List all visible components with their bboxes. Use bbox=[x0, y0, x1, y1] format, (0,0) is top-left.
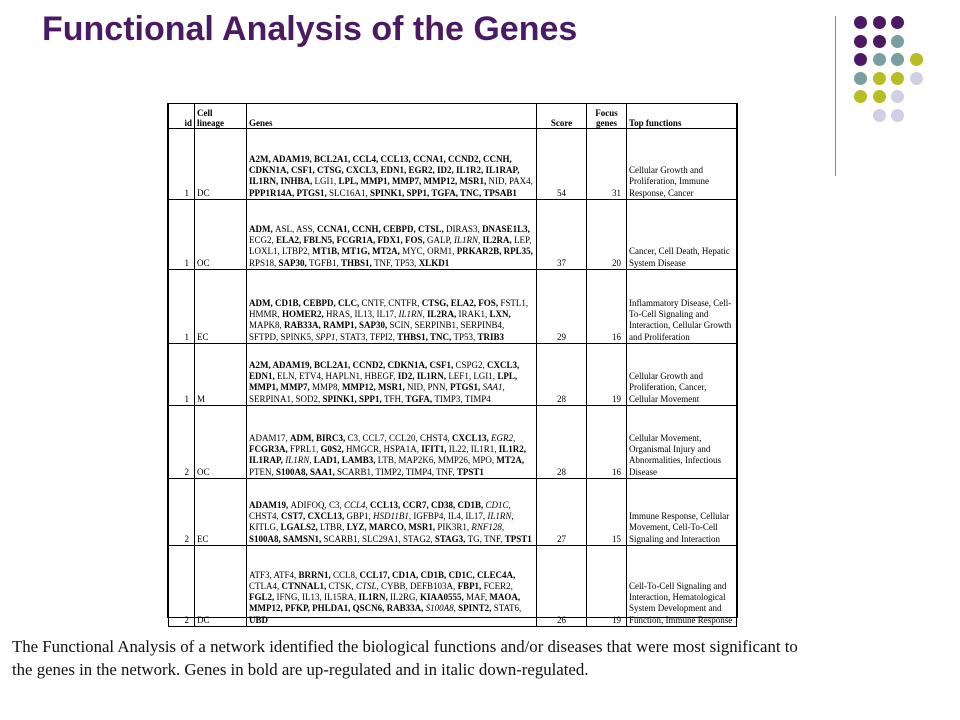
gene-upregulated: CTNNAL1, bbox=[281, 580, 329, 591]
cell-top-functions: Immune Response, Cellular Movement, Cell-To-Cell Signaling and Interaction bbox=[627, 479, 737, 546]
gene-unchanged: MYC, ORM1, bbox=[402, 246, 457, 257]
gene-upregulated: TPST1 bbox=[456, 466, 484, 477]
gene-unchanged: ASL, ASS, bbox=[275, 223, 318, 234]
gene-downregulated: SPP1, bbox=[315, 331, 341, 342]
cell-net-id: 1 bbox=[169, 344, 195, 406]
gene-upregulated: SPINK1, SPP1, bbox=[322, 393, 385, 404]
decorative-dot-purple bbox=[854, 53, 867, 66]
gene-unchanged: CYBB, DEFB103A, bbox=[381, 580, 458, 591]
gene-downregulated: IL1RN, bbox=[398, 309, 428, 320]
gene-upregulated: IL1RN, bbox=[358, 592, 391, 603]
gene-upregulated: ADM, bbox=[249, 223, 275, 234]
cell-net-id: 1 bbox=[169, 129, 195, 200]
gene-unchanged: TG, TNF, bbox=[467, 533, 505, 544]
gene-upregulated: FGL2, bbox=[249, 592, 277, 603]
cell-score: 28 bbox=[537, 406, 587, 479]
decorative-dot-olive bbox=[873, 90, 886, 103]
gene-upregulated: MAOA, MMP12, PFKP, PHLDA1, QSCN6, RAB33A, bbox=[249, 592, 521, 614]
gene-unchanged: ADIFOQ, C3, bbox=[290, 499, 345, 510]
gene-upregulated: TRIB3 bbox=[477, 331, 505, 342]
gene-unchanged: SLC16A1, bbox=[329, 187, 371, 198]
gene-upregulated: STAG3, bbox=[434, 533, 468, 544]
table-row bbox=[169, 200, 737, 270]
gene-upregulated: KIAA0555, bbox=[420, 592, 467, 603]
cell-lineage: EC bbox=[195, 270, 247, 344]
cell-top-functions: Cell-To-Cell Signaling and Interaction, Hematological System Development and Function, Immune Response bbox=[627, 546, 737, 627]
gene-unchanged: PTEN, bbox=[249, 466, 276, 477]
gene-unchanged: CCL8, bbox=[333, 569, 360, 580]
decorative-dot-teal bbox=[891, 35, 904, 48]
cell-score: 26 bbox=[537, 546, 587, 627]
gene-unchanged: ELN, ETV4, HAPLN1, HBEGF, bbox=[277, 371, 398, 382]
gene-network-table-container bbox=[167, 103, 738, 625]
gene-upregulated: S100A8, SAMSN1, bbox=[249, 533, 324, 544]
table-row bbox=[169, 344, 737, 406]
gene-upregulated: BRRN1, bbox=[298, 569, 334, 580]
gene-unchanged: CSPG2, bbox=[455, 359, 488, 370]
cell-focus-genes: 20 bbox=[587, 200, 627, 270]
gene-unchanged: PIK3R1, bbox=[437, 522, 472, 533]
cell-score: 37 bbox=[537, 200, 587, 270]
cell-net-id: 2 bbox=[169, 479, 195, 546]
cell-genes bbox=[247, 270, 537, 344]
table-body bbox=[169, 129, 737, 627]
gene-unchanged: GBP1, bbox=[346, 511, 374, 522]
gene-upregulated: LPL, MMP1, MMP7, MMP12, MSR1, bbox=[338, 176, 489, 187]
gene-unchanged: IRAK1, bbox=[458, 309, 490, 320]
gene-unchanged: LEF1, LGI1, bbox=[448, 371, 498, 382]
table-row bbox=[169, 406, 737, 479]
gene-downregulated: IL1RN, bbox=[454, 235, 483, 246]
gene-upregulated: PTGS1, bbox=[450, 382, 483, 393]
gene-unchanged: KITLG, bbox=[249, 522, 281, 533]
gene-upregulated: XLKD1 bbox=[418, 257, 450, 268]
gene-unchanged: LTBR, bbox=[320, 522, 347, 533]
gene-unchanged: FPRL1, bbox=[290, 444, 321, 455]
cell-top-functions: Cellular Growth and Proliferation, Immune Response, Cancer bbox=[627, 129, 737, 200]
cell-top-functions: Cancer, Cell Death, Hepatic System Disease bbox=[627, 200, 737, 270]
cell-lineage: EC bbox=[195, 479, 247, 546]
cell-focus-genes: 16 bbox=[587, 270, 627, 344]
cell-genes bbox=[247, 546, 537, 627]
gene-upregulated: G0S2, bbox=[320, 444, 347, 455]
decorative-dot-purple bbox=[854, 35, 867, 48]
gene-unchanged: ECG2, bbox=[249, 235, 276, 246]
gene-upregulated: ADAM19, bbox=[249, 499, 291, 510]
gene-unchanged: FSTL1, HMMR, bbox=[249, 297, 529, 320]
gene-unchanged: LEP, LOXL1, LTBP2, bbox=[249, 235, 532, 257]
cell-lineage: DC bbox=[195, 129, 247, 200]
table-row bbox=[169, 270, 737, 344]
decorative-dot-olive bbox=[873, 72, 886, 85]
decorative-dot-lavender bbox=[891, 90, 904, 103]
gene-unchanged: TNF, TP53, bbox=[374, 257, 419, 268]
gene-upregulated: CTSG, ELA2, FOS, bbox=[421, 297, 501, 308]
gene-upregulated: ADM, CD1B, CEBPD, CLC, bbox=[249, 297, 362, 308]
decorative-dot-olive bbox=[910, 53, 923, 66]
gene-upregulated: ELA2, FBLN5, FCGR1A, FDX1, FOS, bbox=[276, 235, 428, 246]
gene-upregulated: LYZ, MARCO, MSR1, bbox=[346, 522, 438, 533]
gene-upregulated: CST7, CXCL13, bbox=[281, 511, 347, 522]
decorative-dot-olive bbox=[854, 90, 867, 103]
gene-upregulated: SPINK1, SPP1, TGFA, TNC, TPSAB1 bbox=[370, 187, 517, 198]
decorative-dot-lavender bbox=[891, 109, 904, 122]
gene-unchanged: CTLA4, bbox=[249, 580, 282, 591]
decorative-dot-teal bbox=[854, 72, 867, 85]
gene-upregulated: MT1B, MT1G, MT2A, bbox=[312, 246, 403, 257]
cell-net-id: 1 bbox=[169, 200, 195, 270]
gene-upregulated: UBD bbox=[249, 614, 269, 625]
header-cell-lineage: Cell lineage bbox=[195, 104, 247, 129]
cell-score: 27 bbox=[537, 479, 587, 546]
cell-lineage: DC bbox=[195, 546, 247, 627]
vertical-divider bbox=[835, 16, 836, 176]
header-net-id: id bbox=[169, 104, 195, 129]
gene-upregulated: PPP1R14A, PTGS1, bbox=[249, 187, 329, 198]
gene-unchanged: NID, PAX4, bbox=[488, 176, 533, 187]
gene-unchanged: LGI1, bbox=[314, 176, 339, 187]
gene-upregulated: S100A8, SAA1, bbox=[276, 466, 338, 477]
cell-genes bbox=[247, 406, 537, 479]
gene-upregulated: ID2, IL1RN, bbox=[397, 371, 449, 382]
gene-unchanged: MMP8, bbox=[311, 382, 342, 393]
gene-unchanged: HRAS, IL13, IL17, bbox=[326, 309, 399, 320]
gene-unchanged: MAPK8, bbox=[249, 320, 285, 331]
decorative-dot-teal bbox=[891, 53, 904, 66]
gene-unchanged: ADAM17, bbox=[249, 432, 291, 443]
gene-downregulated: HSD11B1, bbox=[373, 511, 414, 522]
gene-upregulated: THBS1, bbox=[341, 257, 375, 268]
cell-genes bbox=[247, 129, 537, 200]
gene-unchanged: DIRAS3, bbox=[446, 223, 483, 234]
gene-upregulated: SPINT2, bbox=[458, 603, 494, 614]
cell-lineage: OC bbox=[195, 200, 247, 270]
header-focus-genes: Focus genes bbox=[587, 104, 627, 129]
gene-upregulated: SAP30, bbox=[278, 257, 310, 268]
gene-upregulated: DNASE1L3, bbox=[482, 223, 530, 234]
cell-genes bbox=[247, 200, 537, 270]
gene-upregulated: MMP12, MSR1, bbox=[342, 382, 407, 393]
gene-upregulated: LPL, MMP1, MMP7, bbox=[249, 371, 518, 393]
gene-unchanged: C3, CCL7, CCL20, CHST4, bbox=[347, 432, 453, 443]
gene-downregulated: EGR2, bbox=[491, 432, 516, 443]
slide-caption: The Functional Analysis of a network identified the biological functions and/or diseases that were most significant to the genes in the network. Genes in bold are up-regulated and in italic down-regulated. bbox=[12, 637, 798, 679]
gene-upregulated: TPST1 bbox=[504, 533, 532, 544]
gene-downregulated: RNF128, bbox=[471, 522, 505, 533]
gene-unchanged: IL22, IL1R1, bbox=[448, 444, 499, 455]
table-row bbox=[169, 479, 737, 546]
gene-unchanged: CHST4, bbox=[249, 511, 282, 522]
gene-unchanged: CNTF, CNTFR, bbox=[361, 297, 422, 308]
gene-downregulated: IL1RN, bbox=[487, 511, 514, 522]
gene-upregulated: IL2RA, bbox=[427, 309, 459, 320]
decorative-dot-olive bbox=[891, 72, 904, 85]
cell-lineage: OC bbox=[195, 406, 247, 479]
gene-upregulated: TGFA, bbox=[405, 393, 435, 404]
gene-downregulated: CD1C, bbox=[485, 499, 511, 510]
gene-upregulated: A2M, ADAM19, BCL2A1, CCND2, CDKN1A, CSF1, bbox=[249, 359, 456, 370]
gene-upregulated: IL2RA, bbox=[482, 235, 515, 246]
gene-upregulated: FCGR3A, bbox=[249, 444, 290, 455]
gene-unchanged: NID, PNN, bbox=[407, 382, 451, 393]
gene-unchanged: SCARB1, TIMP2, TIMP4, TNF, bbox=[337, 466, 457, 477]
gene-unchanged: STAT3, TFPI2, bbox=[340, 331, 398, 342]
gene-downregulated: CTSL, bbox=[356, 580, 382, 591]
decorative-dot-lavender bbox=[873, 109, 886, 122]
table-row bbox=[169, 129, 737, 200]
gene-downregulated: SAA1, bbox=[482, 382, 505, 393]
header-top-functions: Top functions bbox=[627, 104, 737, 129]
gene-upregulated: A2M, ADAM19, BCL2A1, CCL4, CCL13, CCNA1, CCND2, CCNH, CDKN1A, CSF1, CTSG, CXCL3, EDN1, EGR2, ID2, IL1R2, IL1RAP, IL1RN, INHBA, bbox=[249, 153, 520, 187]
header-score: Score bbox=[537, 104, 587, 129]
gene-unchanged: SCARB1, SLC29A1, STAG2, bbox=[323, 533, 435, 544]
cell-top-functions: Cellular Movement, Organismal Injury and Abnormalities, Infectious Disease bbox=[627, 406, 737, 479]
gene-upregulated: MT2A, bbox=[496, 455, 525, 466]
slide-title: Functional Analysis of the Genes bbox=[42, 10, 578, 48]
gene-upregulated: CCL17, CD1A, CD1B, CD1C, CLEC4A, bbox=[359, 569, 516, 580]
gene-upregulated: LAD1, LAMB3, bbox=[313, 455, 378, 466]
gene-upregulated: CCNA1, CCNH, CEBPD, CTSL, bbox=[317, 223, 447, 234]
cell-focus-genes: 16 bbox=[587, 406, 627, 479]
gene-downregulated: IL1RN, bbox=[285, 455, 314, 466]
gene-unchanged: IFNG, IL13, IL15RA, bbox=[276, 592, 359, 603]
table-row bbox=[169, 546, 737, 627]
decorative-dot-lavender bbox=[910, 72, 923, 85]
gene-unchanged: TP53, bbox=[453, 331, 478, 342]
gene-unchanged: ATF3, ATF4, bbox=[249, 569, 299, 580]
cell-top-functions: Cellular Growth and Proliferation, Cancer, Cellular Movement bbox=[627, 344, 737, 406]
decorative-dot-teal bbox=[873, 53, 886, 66]
cell-focus-genes: 15 bbox=[587, 479, 627, 546]
gene-downregulated: CCL4, bbox=[344, 499, 371, 510]
cell-genes bbox=[247, 479, 537, 546]
gene-unchanged: FCER2, bbox=[483, 580, 513, 591]
cell-score: 28 bbox=[537, 344, 587, 406]
gene-unchanged: GALP, bbox=[427, 235, 455, 246]
cell-net-id: 2 bbox=[169, 546, 195, 627]
cell-net-id: 1 bbox=[169, 270, 195, 344]
gene-upregulated: CXCL13, bbox=[452, 432, 492, 443]
gene-unchanged: CTSK, bbox=[328, 580, 357, 591]
gene-unchanged: SERPINA1, SOD2, bbox=[249, 393, 323, 404]
gene-downregulated: S100A8, bbox=[425, 603, 459, 614]
gene-unchanged: HMGCR, HSPA1A, bbox=[346, 444, 422, 455]
gene-upregulated: PRKAR2B, RPL35, bbox=[456, 246, 533, 257]
cell-focus-genes: 19 bbox=[587, 344, 627, 406]
gene-upregulated: IFIT1, bbox=[421, 444, 449, 455]
gene-upregulated: RAB33A, RAMP1, SAP30, bbox=[284, 320, 390, 331]
gene-upregulated: ADM, BIRC3, bbox=[290, 432, 348, 443]
gene-unchanged: TIMP3, TIMP4 bbox=[434, 393, 491, 404]
gene-network-table bbox=[168, 103, 737, 627]
gene-unchanged: IGFBP4, IL4, IL17, bbox=[413, 511, 488, 522]
gene-unchanged: SCIN, SERPINB1, SERPINB4, SFTPD, SPINK5, bbox=[249, 320, 505, 342]
decorative-dot-purple bbox=[891, 16, 904, 29]
gene-unchanged: MAF, bbox=[466, 592, 490, 603]
table-header-row bbox=[169, 104, 737, 129]
gene-upregulated: LXN, bbox=[489, 309, 511, 320]
gene-upregulated: FBP1, bbox=[457, 580, 484, 591]
gene-upregulated: HOMER2, bbox=[282, 309, 327, 320]
cell-top-functions: Inflammatory Disease, Cell-To-Cell Signaling and Interaction, Cellular Growth and Proliferation bbox=[627, 270, 737, 344]
gene-unchanged: RPS18, bbox=[249, 257, 279, 268]
gene-upregulated: THBS1, TNC, bbox=[397, 331, 454, 342]
gene-unchanged: IL2RG, bbox=[390, 592, 421, 603]
cell-genes bbox=[247, 344, 537, 406]
decorative-dot-purple bbox=[854, 16, 867, 29]
cell-focus-genes: 31 bbox=[587, 129, 627, 200]
gene-upregulated: LGALS2, bbox=[280, 522, 321, 533]
gene-upregulated: IL1R2, IL1RAP, bbox=[249, 444, 527, 466]
header-genes: Genes bbox=[247, 104, 537, 129]
gene-unchanged: STAT6, bbox=[493, 603, 522, 614]
cell-score: 29 bbox=[537, 270, 587, 344]
decorative-dot-purple bbox=[873, 35, 886, 48]
cell-score: 54 bbox=[537, 129, 587, 200]
gene-upregulated: CXCL3, EDN1, bbox=[249, 359, 520, 382]
gene-unchanged: LTB, MAP2K6, MMP26, MPO, bbox=[377, 455, 497, 466]
cell-focus-genes: 19 bbox=[587, 546, 627, 627]
decorative-dot-purple bbox=[873, 16, 886, 29]
gene-unchanged: TFH, bbox=[384, 393, 406, 404]
gene-upregulated: CCL13, CCR7, CD38, CD1B, bbox=[370, 499, 486, 510]
cell-net-id: 2 bbox=[169, 406, 195, 479]
cell-lineage: M bbox=[195, 344, 247, 406]
gene-unchanged: TGFB1, bbox=[309, 257, 342, 268]
